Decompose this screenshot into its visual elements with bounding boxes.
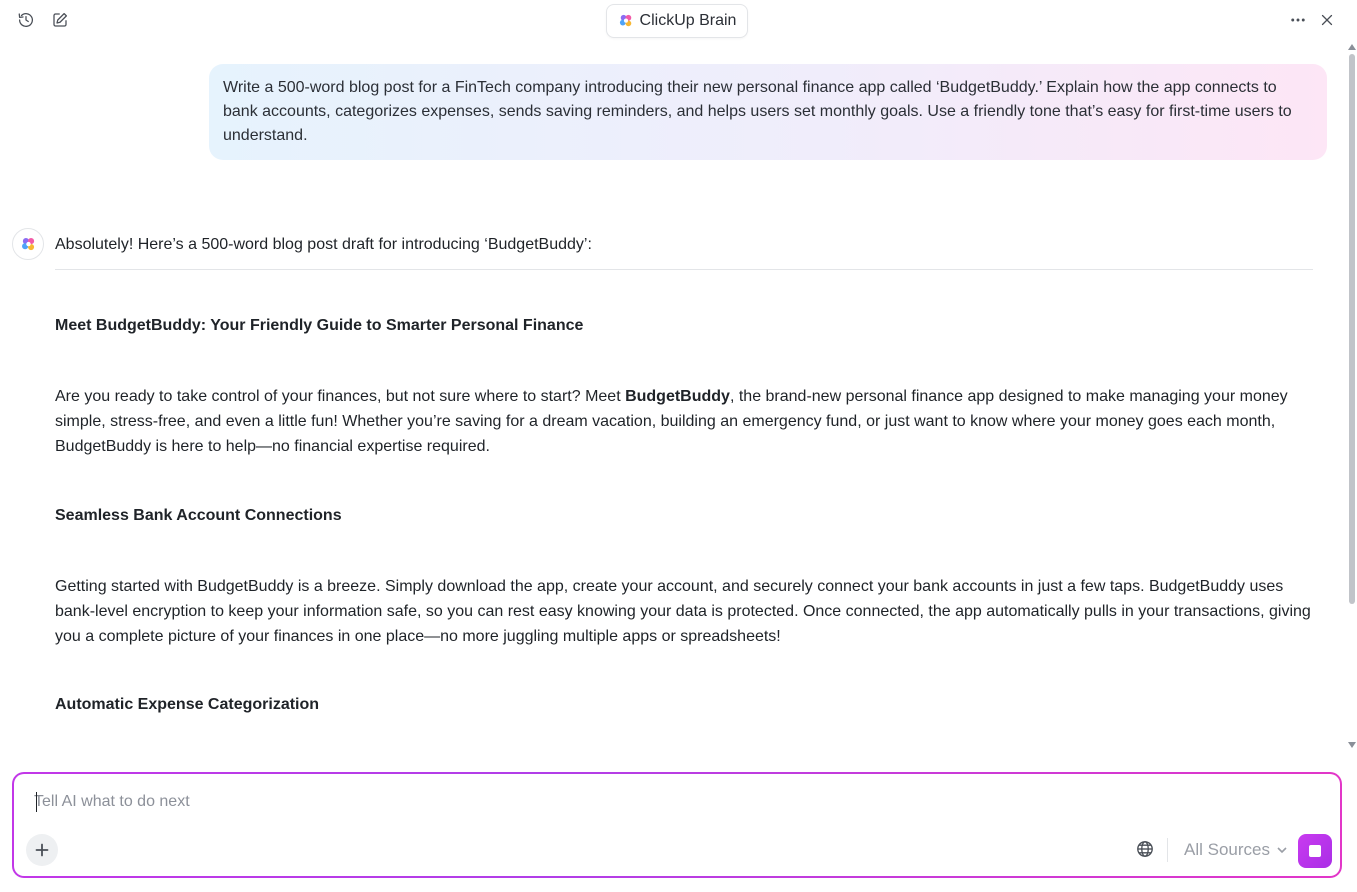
user-message-bubble [209, 64, 1327, 160]
blog-heading-bank-connections: Seamless Bank Account Connections [55, 507, 342, 524]
brand-label: ClickUp Brain [639, 12, 737, 29]
ai-intro-text: Absolutely! Here’s a 500-word blog post draft for introducing ‘BudgetBuddy’: [55, 236, 592, 253]
sources-dropdown[interactable] [1184, 840, 1288, 860]
clickup-brain-logo-icon [618, 13, 634, 29]
plus-icon [35, 843, 49, 857]
chevron-down-icon [1276, 844, 1288, 856]
blog-heading-expense-categorization: Automatic Expense Categorization [55, 696, 320, 713]
more-options-button[interactable] [1285, 7, 1311, 33]
blog-title: Meet BudgetBuddy: Your Friendly Guide to Smarter Personal Finance [55, 317, 584, 334]
sources-label: All Sources [1184, 840, 1270, 859]
paragraph-text: , the brand-new personal finance app designed to make managing your money simple, stress-free, and even a little fun! Whether you’re saving for a dream vacation, building an emergency fund, or just want to know where your money goes each month, BudgetBuddy is here to help—no financial expertise required. [55, 388, 1288, 455]
blog-paragraph-1 [55, 384, 1313, 459]
blog-paragraph-2: Getting started with BudgetBuddy is a breeze. Simply download the app, create your account, and securely connect your bank accounts in just a few taps. BudgetBuddy uses bank-level encryption to keep your information safe, so you can rest easy knowing your data is protected. Once connected, the app automatically pulls in your transactions, giving you a complete picture of your finances in one place—no more juggling multiple apps or spreadsheets! [55, 578, 1311, 645]
stop-icon [1309, 845, 1321, 857]
history-icon [17, 11, 35, 29]
top-bar [0, 0, 1357, 42]
new-chat-button[interactable] [47, 7, 73, 33]
scrollbar-thumb[interactable] [1349, 54, 1355, 604]
more-icon [1289, 11, 1307, 29]
compose-icon [51, 11, 69, 29]
composer-inner [14, 774, 1340, 876]
text-caret [36, 792, 37, 812]
scrollbar[interactable] [1347, 42, 1357, 754]
add-attachment-button[interactable] [26, 834, 58, 866]
conversation-area[interactable] [0, 42, 1347, 750]
prompt-input[interactable] [34, 790, 934, 814]
globe-icon [1136, 840, 1154, 858]
user-message-text: Write a 500-word blog post for a FinTech company introducing their new personal finance app called ‘BudgetBuddy.’ Explain how the app connects to bank accounts, categorizes expenses, sends saving reminders, and helps users set monthly goals. Use a friendly tone that’s easy for first-time users to understand. [223, 79, 1292, 144]
separator [1167, 838, 1168, 862]
paragraph-text: Are you ready to take control of your finances, but not sure where to start? Meet [55, 388, 626, 405]
scroll-up-arrow-icon[interactable] [1348, 44, 1356, 50]
composer [12, 772, 1342, 878]
close-button[interactable] [1314, 7, 1340, 33]
divider [55, 269, 1313, 270]
ai-avatar [12, 228, 44, 260]
clickup-brain-avatar-icon [20, 236, 37, 253]
paragraph-bold-text: BudgetBuddy [625, 388, 730, 405]
web-search-button[interactable] [1136, 840, 1156, 860]
history-button[interactable] [13, 7, 39, 33]
stop-button[interactable] [1298, 834, 1332, 868]
close-icon [1318, 11, 1336, 29]
brand-chip[interactable] [606, 4, 748, 38]
scroll-down-arrow-icon[interactable] [1348, 742, 1356, 748]
